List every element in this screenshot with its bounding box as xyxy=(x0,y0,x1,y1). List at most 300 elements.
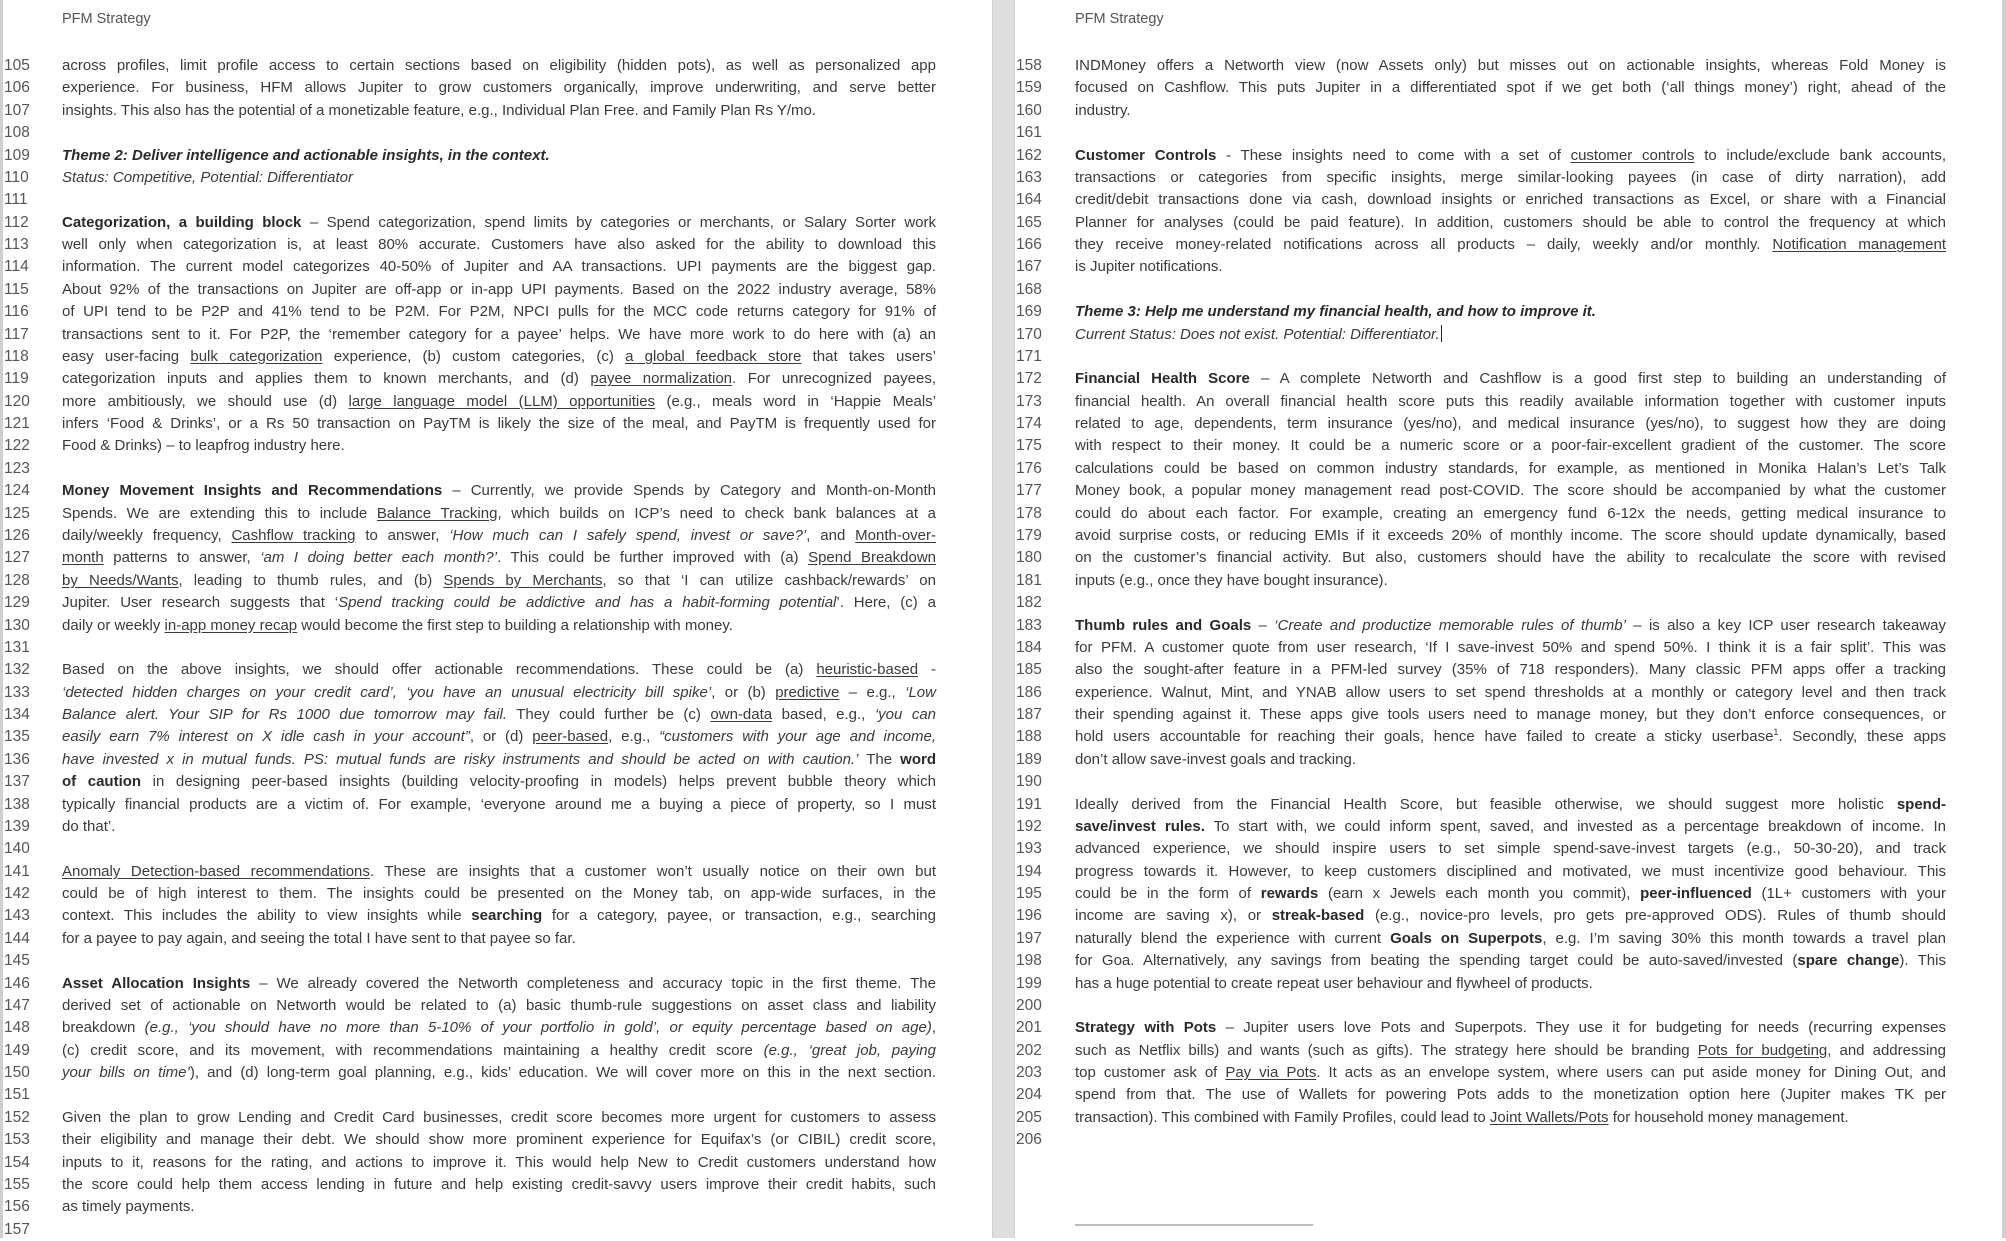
text-run: Planner for analyses (could be paid feature). In addition, customers should be able to control the frequency at which xyxy=(1075,213,1946,231)
line-number: 139 xyxy=(4,817,30,835)
line-text xyxy=(62,861,936,883)
document-line[interactable] xyxy=(3,122,992,144)
document-line[interactable] xyxy=(3,301,992,323)
document-line[interactable] xyxy=(1015,234,2002,256)
document-line[interactable] xyxy=(3,324,992,346)
line-text xyxy=(62,771,936,793)
document-line[interactable] xyxy=(1015,391,2002,413)
hyperlink-text[interactable]: predictive xyxy=(775,683,840,701)
line-number: 108 xyxy=(4,124,30,142)
line-number: 200 xyxy=(1016,996,1042,1014)
line-text xyxy=(1075,883,1946,905)
italic-text: ‘detected hidden charges on your credit card’, ‘you have an unusual electricity bill spike’ xyxy=(62,683,712,701)
line-number: 169 xyxy=(1016,303,1042,321)
document-line[interactable] xyxy=(3,861,992,883)
hyperlink-text[interactable]: Pots for budgeting xyxy=(1697,1041,1828,1059)
line-text xyxy=(1075,1107,1946,1129)
document-line[interactable] xyxy=(1015,771,2002,793)
text-run: (c) credit score, and its movement, with recommendations maintaining a healthy credit score xyxy=(62,1041,764,1059)
document-line[interactable] xyxy=(3,950,992,972)
hyperlink-text[interactable]: Spends by Merchants xyxy=(443,571,603,589)
bold-text: rewards xyxy=(1260,885,1319,903)
line-text xyxy=(62,145,936,167)
line-number: 199 xyxy=(1016,974,1042,992)
document-line[interactable] xyxy=(1015,301,2002,323)
text-run: experience. For business, HFM allows Jupiter to grow customers organically, improve underwriting, and serve better xyxy=(62,79,936,97)
document-line[interactable] xyxy=(3,1174,992,1196)
line-text xyxy=(62,615,936,637)
footnote-separator xyxy=(1075,1224,1313,1226)
text-run: financial health. An overall financial health score puts this readily available information together with customer inputs xyxy=(1075,392,1946,410)
text-run: – We already covered the Networth completeness and accuracy topic in the first theme. The xyxy=(250,974,936,992)
document-line[interactable] xyxy=(1015,704,2002,726)
line-number: 171 xyxy=(1016,347,1042,365)
line-text xyxy=(1075,659,1946,681)
text-run: ). This xyxy=(1899,952,1946,970)
line-number: 130 xyxy=(4,616,30,634)
line-number: 138 xyxy=(4,795,30,813)
document-line[interactable] xyxy=(3,570,992,592)
text-run: hold users accountable for reaching their goals, hence have failed to create a sticky userbase xyxy=(1075,728,1774,746)
document-line[interactable] xyxy=(3,435,992,457)
document-line[interactable] xyxy=(1015,1040,2002,1062)
text-run: for Goa. Alternatively, any savings from beating the spending target could be auto-saved/invested ( xyxy=(1075,952,1798,970)
text-run: such as Netflix bills) and wants (such as gifts). The strategy here should be branding xyxy=(1075,1041,1698,1059)
document-line[interactable] xyxy=(1015,749,2002,771)
text-run: information. The current model categorizes 40-50% of Jupiter and AA transactions. UPI payments are the biggest gap. xyxy=(62,258,936,276)
document-line[interactable] xyxy=(1015,547,2002,569)
document-line[interactable] xyxy=(3,234,992,256)
text-run: ’. Here, (c) a xyxy=(836,594,937,612)
document-line[interactable] xyxy=(3,413,992,435)
bold-text: streak-based xyxy=(1271,907,1365,925)
document-line[interactable] xyxy=(3,480,992,502)
line-number: 126 xyxy=(4,526,30,544)
document-line[interactable] xyxy=(1015,122,2002,144)
document-line[interactable] xyxy=(3,1017,992,1039)
text-run: also the sought-after feature in a PFM-led survey (35% of 718 responders). Many classic PFM apps offer a tracking xyxy=(1075,661,1946,679)
document-line[interactable] xyxy=(3,77,992,99)
text-run: . Secondly, these apps xyxy=(1778,728,1946,746)
document-line[interactable] xyxy=(3,100,992,122)
document-line[interactable] xyxy=(3,771,992,793)
document-line[interactable] xyxy=(1015,659,2002,681)
bold-text: searching xyxy=(471,907,543,925)
italic-text: Current Status: Does not exist. Potential: Differentiator. xyxy=(1075,325,1440,343)
document-line[interactable] xyxy=(1015,592,2002,614)
document-line[interactable] xyxy=(3,1062,992,1084)
document-line[interactable] xyxy=(1015,346,2002,368)
line-text xyxy=(1075,167,1946,189)
line-text xyxy=(62,1017,936,1039)
text-run: on the customer’s financial activity. But also, customers should have the ability to recalculate the score with revised xyxy=(1075,549,1946,567)
line-text xyxy=(62,525,936,547)
line-text xyxy=(1075,794,1946,816)
text-run: breakdown xyxy=(62,1019,145,1037)
document-line[interactable] xyxy=(1015,279,2002,301)
document-line[interactable] xyxy=(1015,145,2002,167)
text-run: inputs to it, reasons for the rating, and actions to improve it. This would help New to Credit customers understand how xyxy=(62,1153,936,1171)
bold-text: save/invest rules. xyxy=(1075,817,1205,835)
italic-text: Balance alert. Your SIP for Rs 1000 due tomorrow may fail. xyxy=(62,706,508,724)
line-number: 115 xyxy=(4,280,29,298)
document-line[interactable] xyxy=(3,1107,992,1129)
document-line[interactable] xyxy=(1015,167,2002,189)
line-text xyxy=(62,592,936,614)
line-text xyxy=(62,1196,936,1218)
line-number: 132 xyxy=(4,661,30,679)
hyperlink-text[interactable]: payee normalization xyxy=(590,370,733,388)
document-line[interactable] xyxy=(1015,324,2002,346)
italic-text: Spend tracking could be addictive and has a habit-forming potential xyxy=(338,594,837,612)
hyperlink-text[interactable]: by Needs/Wants xyxy=(62,571,179,589)
document-page-right[interactable] xyxy=(1015,0,2002,1238)
line-number: 123 xyxy=(4,459,30,477)
line-text xyxy=(1075,950,1946,972)
line-text xyxy=(1075,749,1946,771)
line-number: 141 xyxy=(4,862,30,880)
document-line[interactable] xyxy=(1015,256,2002,278)
document-line[interactable] xyxy=(1015,794,2002,816)
text-run: could be of high interest to them. The insights could be presented on the Money tab, on app-wide surfaces, in the xyxy=(62,885,936,903)
document-line[interactable] xyxy=(3,883,992,905)
hyperlink-text[interactable]: Spend Breakdown xyxy=(808,549,936,567)
line-number: 166 xyxy=(1016,236,1042,254)
line-text xyxy=(62,682,936,704)
document-line[interactable] xyxy=(1015,905,2002,927)
line-text xyxy=(62,794,936,816)
document-line[interactable] xyxy=(3,838,992,860)
line-number: 112 xyxy=(4,213,29,231)
document-page-left[interactable] xyxy=(3,0,992,1238)
line-text xyxy=(62,973,936,995)
hyperlink-text[interactable]: Balance Tracking xyxy=(376,504,498,522)
line-number: 165 xyxy=(1016,213,1042,231)
line-number: 140 xyxy=(4,840,30,858)
hyperlink-text[interactable]: heuristic-based xyxy=(816,661,919,679)
hyperlink-text[interactable]: bulk categorization xyxy=(190,347,323,365)
hyperlink-text[interactable]: Cashflow tracking xyxy=(231,526,356,544)
text-run: , e.g. I’m saving 30% this month towards a travel plan xyxy=(1542,929,1946,947)
line-number: 161 xyxy=(1016,124,1042,142)
document-line[interactable] xyxy=(1015,928,2002,950)
line-number: 146 xyxy=(4,974,30,992)
text-run: for PFM. A customer quote from user research, ‘If I save-invest 50% and spend 50%. I think it is a fair split’. This was xyxy=(1075,638,1946,656)
hyperlink-text[interactable]: own-data xyxy=(710,706,773,724)
document-line[interactable] xyxy=(1015,973,2002,995)
hyperlink-text[interactable]: month xyxy=(62,549,104,567)
document-line[interactable] xyxy=(1015,525,2002,547)
hyperlink-text[interactable]: Anomaly Detection-based recommendations xyxy=(62,862,370,880)
line-text xyxy=(62,928,936,950)
bold-text: Goals on Superpots xyxy=(1390,929,1543,947)
line-number: 203 xyxy=(1016,1064,1042,1082)
hyperlink-text[interactable]: in-app money recap xyxy=(164,616,298,634)
line-text xyxy=(1075,1062,1946,1084)
italic-text: easily earn 7% interest on X idle cash in your account” xyxy=(62,728,470,746)
hyperlink-text[interactable]: Notification management xyxy=(1772,236,1946,254)
line-text xyxy=(62,704,936,726)
document-line[interactable] xyxy=(3,1084,992,1106)
document-line[interactable] xyxy=(3,995,992,1017)
text-run: Food & Drinks) – to leapfrog industry here. xyxy=(62,437,345,455)
document-line[interactable] xyxy=(3,637,992,659)
document-line[interactable] xyxy=(1015,413,2002,435)
document-line[interactable] xyxy=(3,615,992,637)
document-line[interactable] xyxy=(1015,1062,2002,1084)
line-text xyxy=(1075,435,1946,457)
hyperlink-text[interactable]: customer controls xyxy=(1570,146,1695,164)
hyperlink-text[interactable]: Pay via Pots xyxy=(1225,1064,1317,1082)
document-line[interactable] xyxy=(3,682,992,704)
line-number: 198 xyxy=(1016,952,1042,970)
document-line[interactable] xyxy=(3,659,992,681)
text-run: Based on the above insights, we should offer actionable recommendations. These could be (a) xyxy=(62,661,817,679)
text-run: transactions sent to it. For P2P, the ‘remember category for a payee’ helps. We have more work to do here with (a) an xyxy=(62,325,936,343)
line-text xyxy=(1075,480,1946,502)
document-line[interactable] xyxy=(3,816,992,838)
document-line[interactable] xyxy=(3,1152,992,1174)
line-number: 117 xyxy=(4,325,29,343)
line-number: 122 xyxy=(4,437,30,455)
hyperlink-text[interactable]: Month-over- xyxy=(855,526,936,544)
line-text xyxy=(62,413,936,435)
line-text xyxy=(1075,503,1946,525)
line-number: 106 xyxy=(4,79,30,97)
document-line[interactable] xyxy=(1015,55,2002,77)
line-text xyxy=(1075,615,1946,637)
line-text xyxy=(1075,816,1946,838)
line-text xyxy=(1075,838,1946,860)
document-line[interactable] xyxy=(3,167,992,189)
line-text xyxy=(1075,973,1946,995)
document-line[interactable] xyxy=(3,1196,992,1218)
line-number: 157 xyxy=(4,1220,30,1238)
text-run: advanced experience, we should inspire users to set simple spend-save-invest targets (e.g., 50-30-20), and track xyxy=(1075,840,1946,858)
document-line[interactable] xyxy=(1015,1129,2002,1151)
document-line[interactable] xyxy=(3,458,992,480)
line-number: 173 xyxy=(1016,392,1042,410)
line-number: 148 xyxy=(4,1019,30,1037)
text-run: calculations could be based on common industry standards, for example, as mentioned in Monika Halan’s Let’s Talk xyxy=(1075,459,1946,477)
document-line[interactable] xyxy=(1015,100,2002,122)
text-run: derived set of actionable on Networth would be related to (a) basic thumb-rule suggestions on asset class and liability xyxy=(62,996,936,1014)
text-run: for household money management. xyxy=(1608,1108,1849,1126)
line-text xyxy=(62,570,936,592)
document-line[interactable] xyxy=(3,726,992,748)
line-number: 150 xyxy=(4,1064,30,1082)
text-run: across profiles, limit profile access to certain sections based on eligibility (hidden pots), as well as personalized app xyxy=(62,57,936,74)
document-line[interactable] xyxy=(1015,615,2002,637)
text-run: infers ‘Food & Drinks’, or a Rs 50 transaction on PayTM is likely the size of the meal, and PayTM is frequently used for xyxy=(62,415,936,433)
line-text xyxy=(62,100,936,122)
line-number: 120 xyxy=(4,392,30,410)
text-run: experience. Walnut, Mint, and YNAB allow users to set spend thresholds at a monthly or category level and then track xyxy=(1075,683,1946,701)
line-number: 206 xyxy=(1016,1131,1042,1149)
line-text xyxy=(62,167,936,189)
document-line[interactable] xyxy=(1015,368,2002,390)
document-line[interactable] xyxy=(1015,838,2002,860)
text-run: spend from that. The use of Wallets for powering Pots adds to the monetization option here (Jupiter makes TK per xyxy=(1075,1086,1946,1104)
line-text xyxy=(1075,1084,1946,1106)
document-line[interactable] xyxy=(3,794,992,816)
document-line[interactable] xyxy=(1015,861,2002,883)
line-text xyxy=(1075,570,1946,592)
line-number: 172 xyxy=(1016,370,1042,388)
document-line[interactable] xyxy=(3,503,992,525)
document-line[interactable] xyxy=(3,346,992,368)
document-line[interactable] xyxy=(1015,637,2002,659)
line-text xyxy=(62,1152,936,1174)
document-line[interactable] xyxy=(1015,1017,2002,1039)
document-line[interactable] xyxy=(3,592,992,614)
text-run: with respect to their money. It could be a numeric score or a poor-fair-excellent gradient of the customer. The score xyxy=(1075,437,1946,455)
text-run: to answer, xyxy=(355,526,450,544)
line-text xyxy=(1075,682,1946,704)
hyperlink-text[interactable]: a global feedback store xyxy=(625,347,802,365)
hyperlink-text[interactable]: peer-based xyxy=(532,728,609,746)
document-line[interactable] xyxy=(1015,458,2002,480)
line-number: 154 xyxy=(4,1153,30,1171)
bold-text: Thumb rules and Goals xyxy=(1075,616,1252,634)
text-run: . It acts as an envelope system, where users can put aside money for Dining Out, and xyxy=(1316,1064,1947,1082)
document-line[interactable] xyxy=(1015,950,2002,972)
document-line[interactable] xyxy=(3,973,992,995)
line-text xyxy=(1075,256,1946,278)
text-run: insights. This also has the potential of a monetizable feature, e.g., Individual Plan Free. and Family Plan Rs Y/mo. xyxy=(62,101,817,119)
line-text xyxy=(62,435,936,457)
text-run: Ideally derived from the Financial Health Score, but feasible otherwise, we should suggest more holistic xyxy=(1075,795,1897,813)
text-run: transactions or categories from specific insights, merge similar-looking payees (in case of dirty narration), add xyxy=(1075,168,1946,186)
line-number: 193 xyxy=(1016,840,1042,858)
line-number: 191 xyxy=(1016,795,1042,813)
text-run: avoid surprise costs, or reducing EMIs if it exceeds 20% of monthly income. The score should update dynamically, based xyxy=(1075,526,1946,544)
line-text xyxy=(62,77,936,99)
line-number: 196 xyxy=(1016,907,1042,925)
text-run: of UPI tend to be P2P and 41% tend to be P2M. For P2M, NPCI pulls for the MCC code returns category for 91% of xyxy=(62,303,936,321)
text-run: patterns to answer, xyxy=(103,549,261,567)
line-number: 192 xyxy=(1016,817,1042,835)
line-text xyxy=(1075,861,1946,883)
line-number: 116 xyxy=(4,303,29,321)
document-line[interactable] xyxy=(3,1040,992,1062)
document-line[interactable] xyxy=(3,704,992,726)
line-text xyxy=(62,883,936,905)
document-line[interactable] xyxy=(3,212,992,234)
text-run: progress towards it. However, to keep customers disciplined and motivated, we must incentivize good behaviour. This xyxy=(1075,862,1946,880)
text-run: is Jupiter notifications. xyxy=(1075,258,1223,276)
text-run: transaction). This combined with Family Profiles, could lead to xyxy=(1075,1108,1490,1126)
document-line[interactable] xyxy=(1015,1107,2002,1129)
document-line[interactable] xyxy=(3,1129,992,1151)
line-number: 177 xyxy=(1016,482,1042,500)
line-text xyxy=(1075,212,1946,234)
document-line[interactable] xyxy=(1015,435,2002,457)
text-run: , so that ‘I can utilize cashback/rewards’ on xyxy=(602,571,936,589)
text-run: don’t allow save-invest goals and tracking. xyxy=(1075,750,1356,768)
document-line[interactable] xyxy=(3,189,992,211)
line-text xyxy=(1075,413,1946,435)
document-line[interactable] xyxy=(3,905,992,927)
line-number: 149 xyxy=(4,1041,30,1059)
text-run: focused on Cashflow. This puts Jupiter in a differentiated spot if we get both (‘all things money’) right, ahead of the xyxy=(1075,79,1946,97)
line-text xyxy=(1075,547,1946,569)
text-run: inputs (e.g., once they have bought insurance). xyxy=(1075,571,1388,589)
bold-text: Asset Allocation Insights xyxy=(62,974,251,992)
text-run: typically financial products are a victim of. For example, ‘everyone around me a buying a piece of property, so I must xyxy=(62,795,936,813)
document-line[interactable] xyxy=(1015,995,2002,1017)
document-line[interactable] xyxy=(3,1219,992,1241)
document-line[interactable] xyxy=(1015,77,2002,99)
document-line[interactable] xyxy=(3,928,992,950)
document-line[interactable] xyxy=(1015,816,2002,838)
text-run: About 92% of the transactions on Jupiter are off-app or in-app UPI payments. Based on the 2022 industry average, 58% xyxy=(62,280,936,298)
text-run: easy user-facing xyxy=(62,347,191,365)
document-line[interactable] xyxy=(3,55,992,77)
document-line[interactable] xyxy=(3,525,992,547)
hyperlink-text[interactable]: Joint Wallets/Pots xyxy=(1489,1108,1609,1126)
document-line[interactable] xyxy=(3,279,992,301)
document-line[interactable] xyxy=(3,145,992,167)
text-run: their eligibility and manage their debt. We should show more prominent experience for Equifax’s (or CIBIL) credit score, xyxy=(62,1131,936,1149)
text-run: to include/exclude bank accounts, xyxy=(1694,146,1946,164)
line-number: 135 xyxy=(4,728,30,746)
document-line[interactable] xyxy=(1015,480,2002,502)
document-line[interactable] xyxy=(1015,189,2002,211)
line-number: 125 xyxy=(4,504,30,522)
line-number: 134 xyxy=(4,706,30,724)
document-line[interactable] xyxy=(1015,503,2002,525)
line-number: 159 xyxy=(1016,79,1042,97)
text-run: in designing peer-based insights (building velocity-proofing in models) helps prevent bubble theory which xyxy=(141,773,936,791)
line-number: 118 xyxy=(4,347,29,365)
hyperlink-text[interactable]: large language model (LLM) opportunities xyxy=(348,392,656,410)
document-line[interactable] xyxy=(3,749,992,771)
line-number: 185 xyxy=(1016,661,1042,679)
document-line[interactable] xyxy=(1015,682,2002,704)
document-line[interactable] xyxy=(3,256,992,278)
line-number: 160 xyxy=(1016,101,1042,119)
line-number: 137 xyxy=(4,773,30,791)
document-line[interactable] xyxy=(3,547,992,569)
line-text xyxy=(62,749,936,771)
footnote-reference[interactable]: 1 xyxy=(1773,727,1779,738)
bold-text: spare change xyxy=(1797,952,1900,970)
line-number: 189 xyxy=(1016,750,1042,768)
document-line[interactable] xyxy=(1015,726,2002,748)
document-line[interactable] xyxy=(3,368,992,390)
document-line[interactable] xyxy=(1015,1084,2002,1106)
text-run: . For unrecognized payees, xyxy=(732,370,936,388)
text-run: top customer ask of xyxy=(1075,1064,1226,1082)
document-line[interactable] xyxy=(1015,883,2002,905)
document-line[interactable] xyxy=(1015,212,2002,234)
document-line[interactable] xyxy=(1015,570,2002,592)
line-number: 114 xyxy=(4,258,29,276)
line-number: 204 xyxy=(1016,1086,1042,1104)
line-text xyxy=(62,995,936,1017)
bold-text: Strategy with Pots xyxy=(1075,1019,1217,1037)
text-run: context. This includes the ability to view insights while xyxy=(62,907,472,925)
text-run: (e.g., meals word in ‘Happie Meals’ xyxy=(655,392,936,410)
line-number: 178 xyxy=(1016,504,1042,522)
line-text xyxy=(62,1107,936,1129)
line-text xyxy=(62,1129,936,1151)
document-line[interactable] xyxy=(3,391,992,413)
text-run: credit/debit transactions done via cash, download insights or enriched transactions as Excel, or share with a Financial xyxy=(1075,191,1946,209)
text-run: daily or weekly xyxy=(62,616,165,634)
line-number: 143 xyxy=(4,907,30,925)
